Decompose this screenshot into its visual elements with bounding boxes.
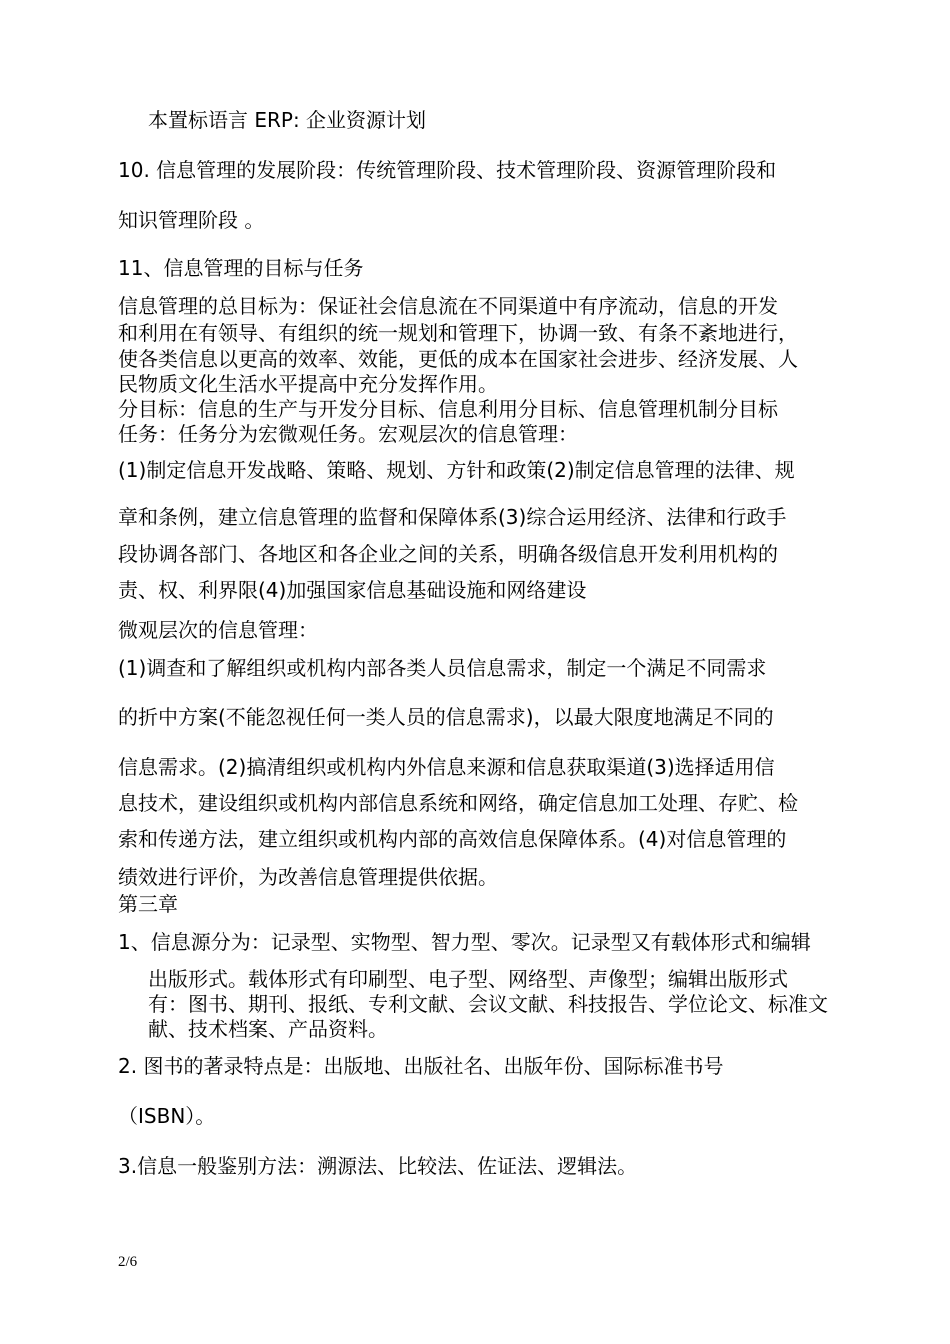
text-line: 责、权、利界限(4)加强国家信息基础设施和网络建设 (118, 578, 587, 602)
text-line: 绩效进行评价，为改善信息管理提供依据。 (118, 865, 498, 889)
text-line: 献、技术档案、产品资料。 (148, 1017, 388, 1041)
text-line: 信息需求。(2)搞清组织或机构内外信息来源和信息获取渠道(3)选择适用信 (118, 755, 775, 779)
text-line-item-2-cont: （ISBN）。 (118, 1104, 216, 1128)
chapter-heading: 第三章 (118, 892, 178, 916)
text-line-sub-goals: 分目标：信息的生产与开发分目标、信息利用分目标、信息管理机制分目标 (118, 397, 778, 421)
text-line: 章和条例，建立信息管理的监督和保障体系(3)综合运用经济、法律和行政手 (118, 505, 787, 529)
text-line: 使各类信息以更高的效率、效能，更低的成本在国家社会进步、经济发展、人 (118, 347, 798, 371)
text-line: 的折中方案(不能忽视任何一类人员的信息需求)，以最大限度地满足不同的 (118, 705, 774, 729)
text-line-item-11-heading: 11、信息管理的目标与任务 (118, 256, 364, 280)
text-line-micro-heading: 微观层次的信息管理： (118, 618, 318, 642)
text-line: 有：图书、期刊、报纸、专利文献、会议文献、科技报告、学位论文、标准文 (148, 992, 828, 1016)
text-line-erp: 本置标语言 ERP: 企业资源计划 (148, 108, 427, 132)
text-line: 段协调各部门、各地区和各企业之间的关系，明确各级信息开发利用机构的 (118, 542, 778, 566)
text-line: 息技术，建设组织或机构内部信息系统和网络，确定信息加工处理、存贮、检 (118, 791, 798, 815)
text-line-item-10: 10. 信息管理的发展阶段：传统管理阶段、技术管理阶段、资源管理阶段和 (118, 158, 777, 182)
text-line-tasks: 任务：任务分为宏微观任务。宏观层次的信息管理： (118, 422, 578, 446)
text-line-item-10-cont: 知识管理阶段 。 (118, 208, 265, 232)
text-line: 和利用在有领导、有组织的统一规划和管理下，协调一致、有条不紊地进行， (118, 321, 798, 345)
text-line: 信息管理的总目标为：保证社会信息流在不同渠道中有序流动，信息的开发 (118, 294, 778, 318)
text-line: 出版形式。载体形式有印刷型、电子型、网络型、声像型；编辑出版形式 (148, 967, 788, 991)
text-line: 索和传递方法，建立组织或机构内部的高效信息保障体系。(4)对信息管理的 (118, 827, 787, 851)
page-number: 2/6 (118, 1254, 138, 1270)
text-line-item-3: 3.信息一般鉴别方法：溯源法、比较法、佐证法、逻辑法。 (118, 1154, 638, 1178)
text-line-item-2: 2. 图书的著录特点是：出版地、出版社名、出版年份、国际标准书号 (118, 1054, 724, 1078)
text-line: (1)调查和了解组织或机构内部各类人员信息需求，制定一个满足不同需求 (118, 656, 767, 680)
text-line: 民物质文化生活水平提高中充分发挥作用。 (118, 372, 498, 396)
text-line: (1)制定信息开发战略、策略、规划、方针和政策(2)制定信息管理的法律、规 (118, 458, 795, 482)
text-line-item-1: 1、信息源分为：记录型、实物型、智力型、零次。记录型又有载体形式和编辑 (118, 930, 811, 954)
